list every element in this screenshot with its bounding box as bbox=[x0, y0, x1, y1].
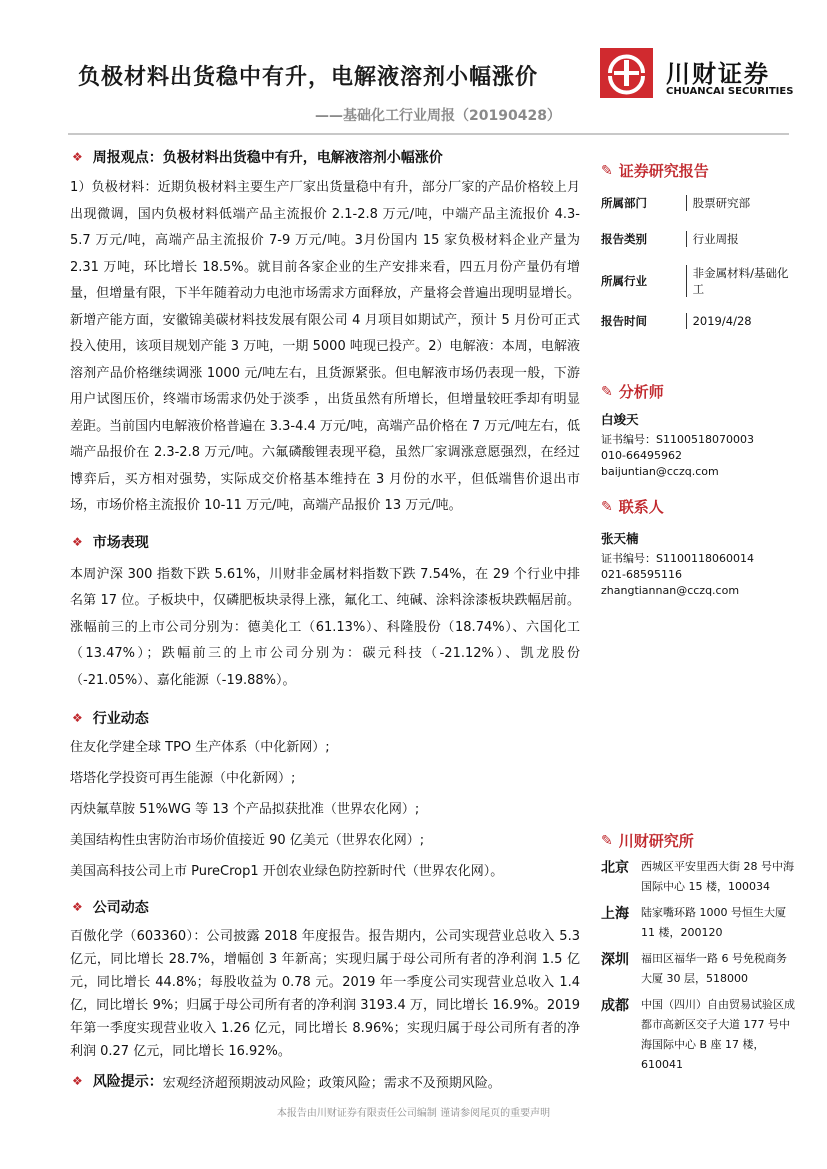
list-item: 美国高科技公司上市 PureCrop1 开创农业绿色防控新时代（世界农化网）。 bbox=[70, 864, 504, 879]
section-industry-head bbox=[70, 708, 580, 728]
pen-icon: ✎ bbox=[601, 383, 613, 400]
pen-icon: ✎ bbox=[601, 162, 613, 179]
info-value: 非金属材料/基础化工 bbox=[686, 265, 791, 297]
pen-icon: ✎ bbox=[601, 832, 613, 849]
section-company-head bbox=[70, 897, 580, 917]
diamond-bullet-icon: ❖ bbox=[72, 900, 83, 914]
report-info-title: 证券研究报告 bbox=[618, 162, 709, 180]
info-row-category bbox=[601, 231, 791, 247]
contact-head bbox=[601, 496, 791, 517]
report-subtitle: ——基础化工行业周报（20190428） bbox=[315, 108, 561, 124]
contact-card bbox=[601, 531, 791, 599]
contact-name: 张天楠 bbox=[601, 531, 639, 546]
list-item: 丙炔氟草胺 51%WG 等 13 个产品拟获批准（世界农化网）; bbox=[70, 802, 420, 817]
header-divider bbox=[68, 133, 789, 135]
info-row-date bbox=[601, 313, 791, 329]
brand-mark-icon bbox=[600, 48, 653, 98]
info-value: 行业周报 bbox=[686, 231, 791, 247]
info-row-department bbox=[601, 195, 791, 211]
office-address: 福田区福华一路 6 号免税商务大厦 30 层，518000 bbox=[641, 952, 787, 985]
list-item: 塔塔化学投资可再生能源（中化新网）; bbox=[70, 771, 296, 786]
contact-email[interactable]: zhangtiannan@cczq.com bbox=[601, 584, 740, 597]
section-risk-title: 风险提示： bbox=[92, 1074, 163, 1090]
office-address: 中国（四川）自由贸易试验区成都市高新区交子大道 177 号中海国际中心 B 座 17 楼，610041 bbox=[641, 998, 795, 1071]
report-title: 负极材料出货稳中有升，电解液溶剂小幅涨价 bbox=[78, 65, 539, 90]
info-label: 所属部门 bbox=[601, 196, 647, 210]
industry-news-list bbox=[70, 732, 580, 887]
section-view-head bbox=[70, 147, 580, 167]
contact-title: 联系人 bbox=[618, 498, 664, 516]
office-chengdu bbox=[601, 995, 796, 1075]
contact-cert: 证书编号：S1100118060014 bbox=[601, 552, 754, 565]
office-city: 上海 bbox=[601, 906, 629, 922]
pen-icon: ✎ bbox=[601, 498, 613, 515]
brand-name-en: CHUANCAI SECURITIES bbox=[666, 86, 794, 97]
office-city: 北京 bbox=[601, 860, 629, 876]
office-city: 深圳 bbox=[601, 952, 629, 968]
section-company-title: 公司动态 bbox=[92, 900, 149, 916]
info-label: 所属行业 bbox=[601, 274, 647, 288]
list-item: 住友化学建全球 TPO 生产体系（中化新网）; bbox=[70, 740, 330, 755]
section-market-body: 本周沪深 300 指数下跌 5.61%，川财非金属材料指数下跌 7.54%，在 29 个行业中排名第 17 位。子板块中，仅磷肥板块录得上涨，氟化工、纯碱、涂料涂漆板块跌幅居前。涨幅前三的上市公司分别为：德美化工（61.13%）、科隆股份（18.74%）、六国化工（13.47%）；跌幅前三的上市公司分别为：碳元科技（-21.12%）、凯龙股份（-21.05%）、嘉化能源（-19.88%）。 bbox=[70, 566, 580, 688]
diamond-bullet-icon: ❖ bbox=[72, 711, 83, 725]
section-company-body: 百傲化学（603360）：公司披露 2018 年度报告。报告期内，公司实现营业总收入 5.3 亿元，同比增长 28.7%，增幅创 3 年新高；实现归属于母公司所有者的净利润 1.5 亿元，同比增长 44.8%；每股收益为 0.78 元。2019 年一季度公司实现营业总收入 1.4 亿，同比增长 9%；归属于母公司所有者的净利润 3193.4 万，同比增长 16.9%。2019 年第一季度实现营业收入 1.26 亿元，同比增长 8.96%；实现归属于母公司所有者的净利润 0.27 亿元，同比增长 16.92%。 bbox=[70, 929, 580, 1059]
institute-title: 川财研究所 bbox=[618, 832, 694, 850]
section-market-title: 市场表现 bbox=[92, 534, 149, 551]
report-info-head bbox=[601, 160, 791, 181]
institute-head bbox=[601, 830, 796, 851]
brand-name-cn: 川财证券 bbox=[666, 60, 770, 88]
section-view-title: 周报观点：负极材料出货稳中有升，电解液溶剂小幅涨价 bbox=[92, 150, 443, 166]
office-shenzhen bbox=[601, 949, 796, 989]
section-industry-title: 行业动态 bbox=[92, 711, 149, 727]
institute-block bbox=[601, 830, 796, 1075]
analyst-title: 分析师 bbox=[618, 383, 664, 401]
office-address: 陆家嘴环路 1000 号恒生大厦 11 楼，200120 bbox=[641, 906, 786, 939]
diamond-bullet-icon: ❖ bbox=[72, 1074, 83, 1088]
section-market-head bbox=[70, 532, 580, 552]
office-address: 西城区平安里西大街 28 号中海国际中心 15 楼，100034 bbox=[641, 860, 794, 893]
section-risk-body: 宏观经济超预期波动风险；政策风险；需求不及预期风险。 bbox=[162, 1075, 501, 1091]
info-value: 2019/4/28 bbox=[686, 313, 791, 329]
analyst-cert: 证书编号：S1100518070003 bbox=[601, 433, 754, 446]
diamond-bullet-icon: ❖ bbox=[72, 150, 83, 164]
contact-phone: 021-68595116 bbox=[601, 568, 682, 581]
list-item: 美国结构性虫害防治市场价值接近 90 亿美元（世界农化网）; bbox=[70, 833, 425, 848]
info-label: 报告时间 bbox=[601, 314, 647, 328]
info-row-industry bbox=[601, 265, 791, 297]
page-footer: 本报告由川财证券有限责任公司编制 谨请参阅尾页的重要声明 bbox=[276, 1108, 551, 1119]
analyst-phone: 010-66495962 bbox=[601, 449, 682, 462]
brand-logo bbox=[600, 48, 800, 104]
office-shanghai bbox=[601, 903, 796, 943]
diamond-bullet-icon: ❖ bbox=[72, 534, 83, 549]
section-view-body: 1）负极材料：近期负极材料主要生产厂家出货量稳中有升，部分厂家的产品价格较上月出现微调，国内负极材料低端产品主流报价 2.1-2.8 万元/吨，中端产品主流报价 4.3-5.7 万元/吨，高端产品主流报价 7-9 万元/吨。3月份国内 15 家负极材料企业产量为 2.31 万吨，环比增长 18.5%。就目前各家企业的生产安排来看，四五月份产量仍有增量，但增量有限，下半年随着动力电池市场需求方面释放，产量将会普遍出现明显增长。新增产能方面，安徽锦美碳材料技发展有限公司 4 月项目如期试产，预计 5 月份可正式投入使用，该项目规划产能 3 万吨，一期 5000 吨现已投产。2）电解液：本周，电解液溶剂产品价格继续调涨 1000 元/吨左右，且货源紧张。但电解液市场仍表现一般，下游用户试图压价，终端市场需求仍处于淡季 ，出货虽然有所增长，但增量较旺季却有明显差距。当前国内电解液价格普遍在 3.3-4.4 万元/吨，高端产品价格在 7 万元/吨左右，低端产品报价在 2.3-2.8 万元/吨。六氟磷酸锂表现平稳，虽然厂家调涨意愿强烈，在经过博弈后，买方相对强势，实际成交价格基本维持在 3 月份的水平，但低端售价退出市场，市场价格主流报价 10-11 万元/吨，高端产品报价 13 万元/吨。 bbox=[70, 180, 580, 513]
analyst-card bbox=[601, 412, 791, 480]
analyst-name: 白竣天 bbox=[601, 412, 639, 427]
main-content bbox=[70, 147, 580, 1091]
info-label: 报告类别 bbox=[601, 232, 647, 246]
office-city: 成都 bbox=[601, 998, 629, 1014]
analyst-head bbox=[601, 381, 791, 402]
analyst-email[interactable]: baijuntian@cczq.com bbox=[601, 465, 719, 478]
info-value: 股票研究部 bbox=[686, 195, 791, 211]
office-beijing bbox=[601, 857, 796, 897]
section-risk bbox=[70, 1071, 580, 1091]
sidebar bbox=[601, 160, 791, 599]
